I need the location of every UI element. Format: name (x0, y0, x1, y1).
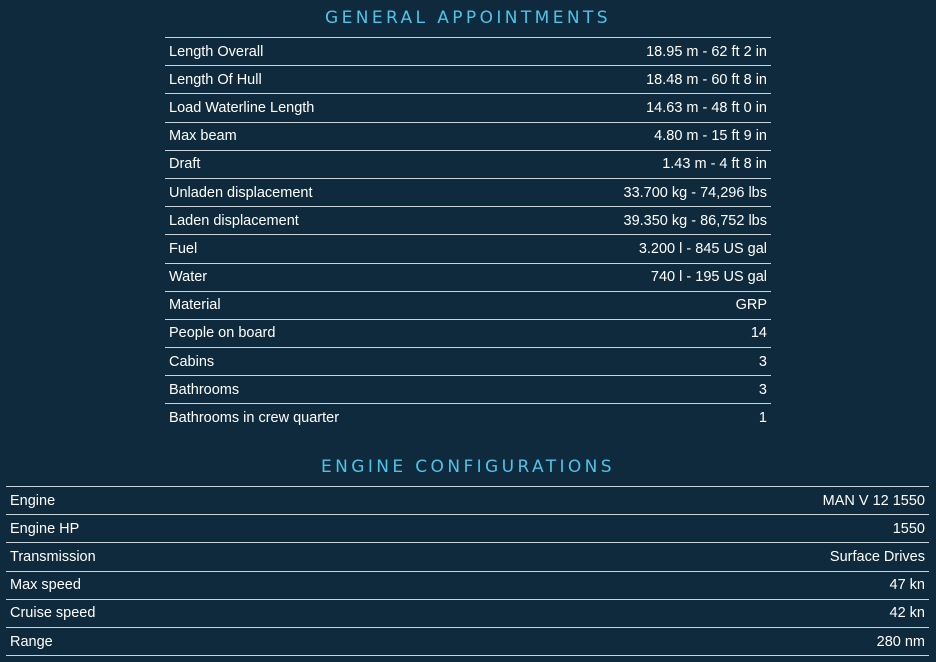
table-row (6, 628, 929, 656)
row-label: Length Of Hull (169, 71, 262, 88)
engine-configurations-heading: ENGINE CONFIGURATIONS (320, 457, 615, 477)
row-label: Cruise speed (10, 605, 96, 622)
table-row (165, 151, 771, 179)
row-label: Cabins (169, 353, 215, 370)
row-label: Laden displacement (169, 212, 299, 229)
table-row (165, 264, 771, 292)
table-row (165, 376, 771, 404)
row-label: Draft (169, 156, 201, 173)
row-value: 42 kn (889, 605, 925, 622)
table-row (165, 404, 771, 431)
table-row (165, 38, 771, 66)
row-value: 47 kn (889, 577, 925, 594)
row-label: Water (169, 269, 208, 286)
row-label: Material (169, 297, 221, 314)
table-row (165, 66, 771, 94)
row-label: Max speed (10, 577, 81, 594)
general-appointments-table (165, 37, 771, 432)
row-label: Range (10, 633, 53, 650)
table-row (165, 292, 771, 320)
table-row (165, 179, 771, 207)
row-label: Fuel (169, 240, 198, 257)
row-label: Engine (10, 492, 56, 509)
row-value: 1550 (892, 520, 925, 537)
row-value: MAN V 12 1550 (822, 492, 925, 509)
table-row (165, 123, 771, 151)
row-label: Bathrooms (169, 381, 240, 398)
row-value: 1 (758, 410, 767, 427)
engine-configurations-table (6, 486, 929, 656)
row-value: 18.95 m - 62 ft 2 in (646, 43, 767, 60)
table-row (165, 348, 771, 376)
row-value: 3.200 l - 845 US gal (638, 240, 767, 257)
row-label: Engine HP (10, 520, 80, 537)
table-row (6, 515, 929, 543)
table-row (6, 543, 929, 571)
row-value: GRP (735, 297, 767, 314)
general-appointments-heading: GENERAL APPOINTMENTS (325, 8, 611, 28)
row-value: 1.43 m - 4 ft 8 in (662, 156, 767, 173)
row-value: 14.63 m - 48 ft 0 in (646, 99, 767, 116)
table-row (165, 235, 771, 263)
row-label: Unladen displacement (169, 184, 313, 201)
row-label: Max beam (169, 128, 237, 145)
row-value: 33.700 kg - 74,296 lbs (623, 184, 767, 201)
row-value: 740 l - 195 US gal (650, 269, 767, 286)
row-label: Length Overall (169, 43, 264, 60)
table-row (165, 320, 771, 348)
row-value: 39.350 kg - 86,752 lbs (623, 212, 767, 229)
row-label: People on board (169, 325, 276, 342)
row-value: 3 (758, 353, 767, 370)
row-value: 4.80 m - 15 ft 9 in (654, 128, 767, 145)
row-label: Bathrooms in crew quarter (169, 410, 340, 427)
table-row (165, 94, 771, 122)
row-value: 14 (750, 325, 767, 342)
row-value: 3 (758, 381, 767, 398)
row-label: Transmission (10, 548, 96, 565)
table-row (6, 600, 929, 628)
table-row (6, 487, 929, 515)
row-label: Load Waterline Length (169, 99, 315, 116)
table-row (165, 207, 771, 235)
table-row (6, 572, 929, 600)
row-value: 18.48 m - 60 ft 8 in (646, 71, 767, 88)
row-value: 280 nm (876, 633, 925, 650)
row-value: Surface Drives (829, 548, 925, 565)
